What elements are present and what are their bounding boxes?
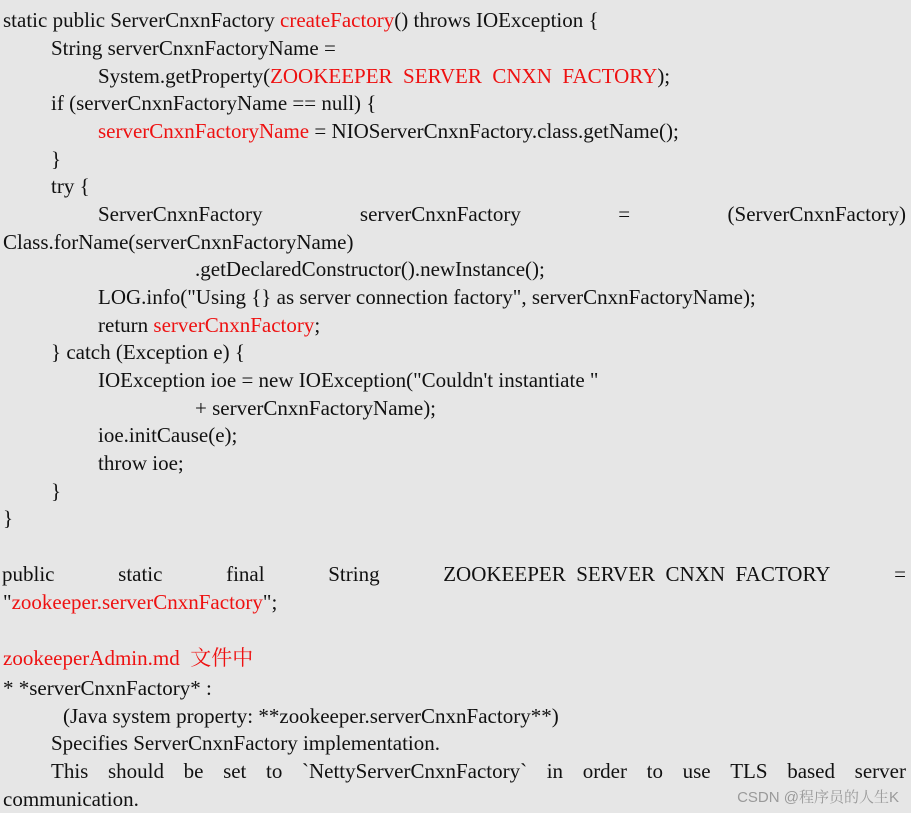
- code-line: } catch (Exception e) {: [51, 340, 245, 364]
- doc-word: use: [682, 759, 711, 783]
- code-line: ioe.initCause(e);: [98, 423, 238, 447]
- variable-name: serverCnxnFactory: [153, 313, 315, 337]
- code-word: static: [118, 562, 163, 586]
- doc-word: set: [223, 759, 247, 783]
- doc-spec: Specifies ServerCnxnFactory implementation.: [51, 731, 440, 755]
- code-text: ;: [314, 313, 321, 337]
- code-line-justified: [98, 200, 906, 228]
- doc-word: This: [51, 759, 89, 783]
- code-word: (ServerCnxnFactory): [727, 202, 906, 226]
- code-word: ServerCnxnFactory: [98, 202, 263, 226]
- doc-word: to: [266, 759, 283, 783]
- code-line: if (serverCnxnFactoryName == null) {: [51, 91, 377, 115]
- code-line: Class.forName(serverCnxnFactoryName): [3, 230, 354, 254]
- code-text: System.getProperty(: [98, 64, 271, 88]
- doc-heading: zookeeperAdmin.md 文件中: [3, 646, 254, 670]
- code-text: );: [657, 64, 671, 88]
- code-line: throw ioe;: [98, 451, 184, 475]
- code-line: }: [51, 479, 62, 503]
- method-name: createFactory: [280, 8, 395, 32]
- doc-word: server: [854, 759, 906, 783]
- doc-word: should: [107, 759, 164, 783]
- code-line: try {: [51, 174, 90, 198]
- quote-end: ";: [262, 590, 278, 614]
- code-word: ZOOKEEPER SERVER CNXN FACTORY: [443, 562, 831, 586]
- doc-bullet: * *serverCnxnFactory* :: [3, 676, 212, 700]
- doc-last: communication.: [3, 787, 139, 811]
- doc-tls-line: [51, 757, 906, 785]
- doc-word: based: [787, 759, 836, 783]
- csdn-watermark: CSDN @程序员的人生K: [737, 789, 899, 806]
- constant-line-justified: [2, 560, 906, 588]
- doc-word: `NettyServerCnxnFactory`: [301, 759, 528, 783]
- code-word: public: [2, 562, 55, 586]
- code-line: .getDeclaredConstructor().newInstance();: [195, 257, 545, 281]
- code-line: }: [3, 506, 14, 530]
- doc-word: order: [582, 759, 627, 783]
- constant-name: ZOOKEEPER SERVER CNXN FACTORY: [270, 64, 658, 88]
- doc-word: in: [546, 759, 564, 783]
- sig-text-end: () throws IOException {: [394, 8, 599, 32]
- quote: ": [3, 590, 12, 614]
- code-text: = NIOServerCnxnFactory.class.getName();: [309, 119, 679, 143]
- code-word: =: [618, 202, 631, 226]
- constant-value-line: [3, 588, 277, 616]
- doc-property: (Java system property: **zookeeper.serverCnxnFactory**): [63, 704, 559, 728]
- code-word: serverCnxnFactory: [359, 202, 521, 226]
- code-line: [98, 62, 670, 90]
- code-line: IOException ioe = new IOException("Couldn't instantiate ": [98, 368, 599, 392]
- method-signature: [3, 6, 599, 34]
- code-word: =: [894, 562, 906, 586]
- code-line: String serverCnxnFactoryName =: [51, 36, 336, 60]
- constant-value: zookeeper.serverCnxnFactory: [11, 590, 263, 614]
- code-text: return: [98, 313, 154, 337]
- doc-word: TLS: [730, 759, 768, 783]
- doc-word: be: [183, 759, 204, 783]
- code-line: }: [51, 147, 62, 171]
- sig-text: static public ServerCnxnFactory: [3, 8, 281, 32]
- code-line: LOG.info("Using {} as server connection factory", serverCnxnFactoryName);: [98, 285, 756, 309]
- doc-word: to: [646, 759, 663, 783]
- variable-name: serverCnxnFactoryName: [98, 119, 310, 143]
- code-line: [98, 117, 679, 145]
- code-line: + serverCnxnFactoryName);: [195, 396, 437, 420]
- code-word: String: [328, 562, 380, 586]
- code-line: [98, 311, 320, 339]
- code-word: final: [226, 562, 265, 586]
